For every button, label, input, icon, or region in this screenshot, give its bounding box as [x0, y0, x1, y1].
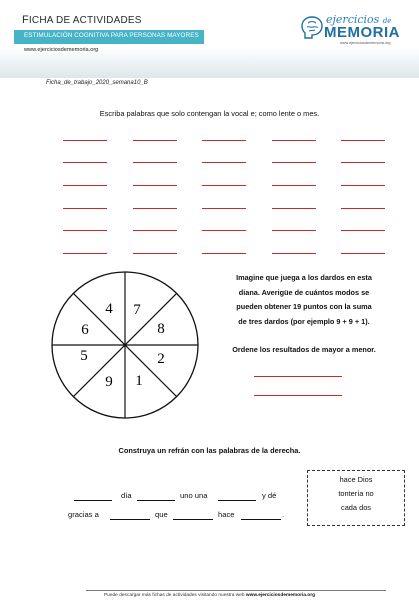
answer-line[interactable]	[133, 140, 177, 141]
answer-line[interactable]	[254, 376, 342, 377]
answer-blank[interactable]	[110, 519, 150, 520]
answer-line[interactable]	[202, 253, 246, 254]
page-header	[0, 0, 419, 78]
worksheet-reference: Ficha_de_trabajo_2020_semana10_B	[46, 80, 148, 86]
answer-line[interactable]	[341, 253, 385, 254]
answer-blank[interactable]	[218, 500, 256, 501]
answer-blank[interactable]	[137, 500, 175, 501]
dartboard-number: 1	[135, 373, 143, 389]
answer-blank[interactable]	[74, 500, 112, 501]
answer-line[interactable]	[341, 208, 385, 209]
answer-line[interactable]	[63, 140, 107, 141]
answer-line[interactable]	[254, 395, 342, 396]
order-instruction: Ordene los resultados de mayor a menor.	[232, 345, 376, 354]
proverb-word: y dé	[262, 491, 277, 500]
header-band: ESTIMULACIÓN COGNITIVA PARA PERSONAS MAYORES	[14, 30, 204, 44]
footer-divider	[86, 590, 386, 591]
answer-line[interactable]	[202, 185, 246, 186]
word-box	[307, 470, 405, 526]
problem-line: Imagine que juega a los dardos en esta	[236, 273, 372, 282]
answer-line[interactable]	[202, 230, 246, 231]
header-title: FICHA DE ACTIVIDADES	[22, 14, 142, 26]
proverb-row-1	[0, 491, 300, 503]
word-box-line: tontería no	[338, 489, 374, 498]
problem-line: de tres dardos (por ejemplo 9 + 9 + 1).	[238, 316, 370, 326]
answer-line[interactable]	[63, 162, 107, 163]
answer-line[interactable]	[133, 253, 177, 254]
answer-line[interactable]	[63, 185, 107, 186]
answer-line[interactable]	[341, 140, 385, 141]
answer-line[interactable]	[133, 230, 177, 231]
answer-line[interactable]	[341, 162, 385, 163]
logo-url: www.ejerciciosdememoria.org	[340, 41, 391, 45]
brain-icon	[300, 15, 324, 41]
dartboard-number: 4	[105, 301, 113, 317]
proverb-word: hace	[218, 510, 235, 519]
answer-line[interactable]	[341, 185, 385, 186]
answer-line[interactable]	[133, 185, 177, 186]
dartboard-number: 2	[157, 351, 165, 367]
exercise3-instruction: Construya un refrán con las palabras de la derecha.	[118, 446, 301, 455]
footer-url[interactable]: www.ejerciciosdememoria.org	[245, 593, 315, 598]
logo-top-text: ejercicios de	[326, 13, 392, 26]
answer-line[interactable]	[272, 230, 316, 231]
proverb-row-2	[0, 510, 300, 522]
dartboard-number: 5	[80, 348, 88, 364]
answer-line[interactable]	[272, 253, 316, 254]
answer-line[interactable]	[202, 208, 246, 209]
answer-line[interactable]	[63, 253, 107, 254]
dart-problem-text	[204, 271, 404, 329]
page-footer: Puede descargar más fichas de actividades visitando nuestra web www.ejerciciosdememoria.org	[103, 593, 315, 598]
dartboard	[50, 270, 200, 420]
proverb-word: uno una	[180, 491, 208, 500]
answer-line[interactable]	[272, 162, 316, 163]
dartboard-number: 6	[81, 322, 89, 338]
answer-blank[interactable]	[241, 519, 281, 520]
answer-line[interactable]	[272, 208, 316, 209]
proverb-punctuation: .	[282, 510, 285, 519]
answer-line[interactable]	[272, 140, 316, 141]
word-box-line: hace Dios	[339, 475, 373, 484]
proverb-word: día	[121, 491, 132, 500]
problem-line: diana. Averigüe de cuántos modos se	[238, 287, 370, 297]
answer-line[interactable]	[133, 208, 177, 209]
answer-line[interactable]	[202, 140, 246, 141]
dartboard-number: 7	[133, 302, 141, 318]
answer-line[interactable]	[63, 230, 107, 231]
answer-line[interactable]	[133, 162, 177, 163]
proverb-word: que	[155, 510, 168, 519]
logo-main-text: MEMORIA	[324, 24, 400, 41]
answer-line[interactable]	[341, 230, 385, 231]
dartboard-number: 8	[157, 321, 165, 337]
proverb-word: gracias a	[68, 510, 99, 519]
answer-line[interactable]	[202, 162, 246, 163]
answer-line[interactable]	[272, 185, 316, 186]
exercise1-instruction: Escriba palabras que solo contengan la vocal e; como lente o mes.	[99, 109, 320, 118]
site-logo[interactable]	[300, 13, 416, 49]
answer-line[interactable]	[63, 208, 107, 209]
answer-blank[interactable]	[173, 519, 213, 520]
word-box-line: cada dos	[341, 503, 371, 512]
dartboard-number: 9	[105, 374, 113, 390]
problem-line: pueden obtener 19 puntos con la suma	[236, 302, 372, 311]
header-url[interactable]: www.ejerciciosdememoria.org	[24, 47, 99, 53]
